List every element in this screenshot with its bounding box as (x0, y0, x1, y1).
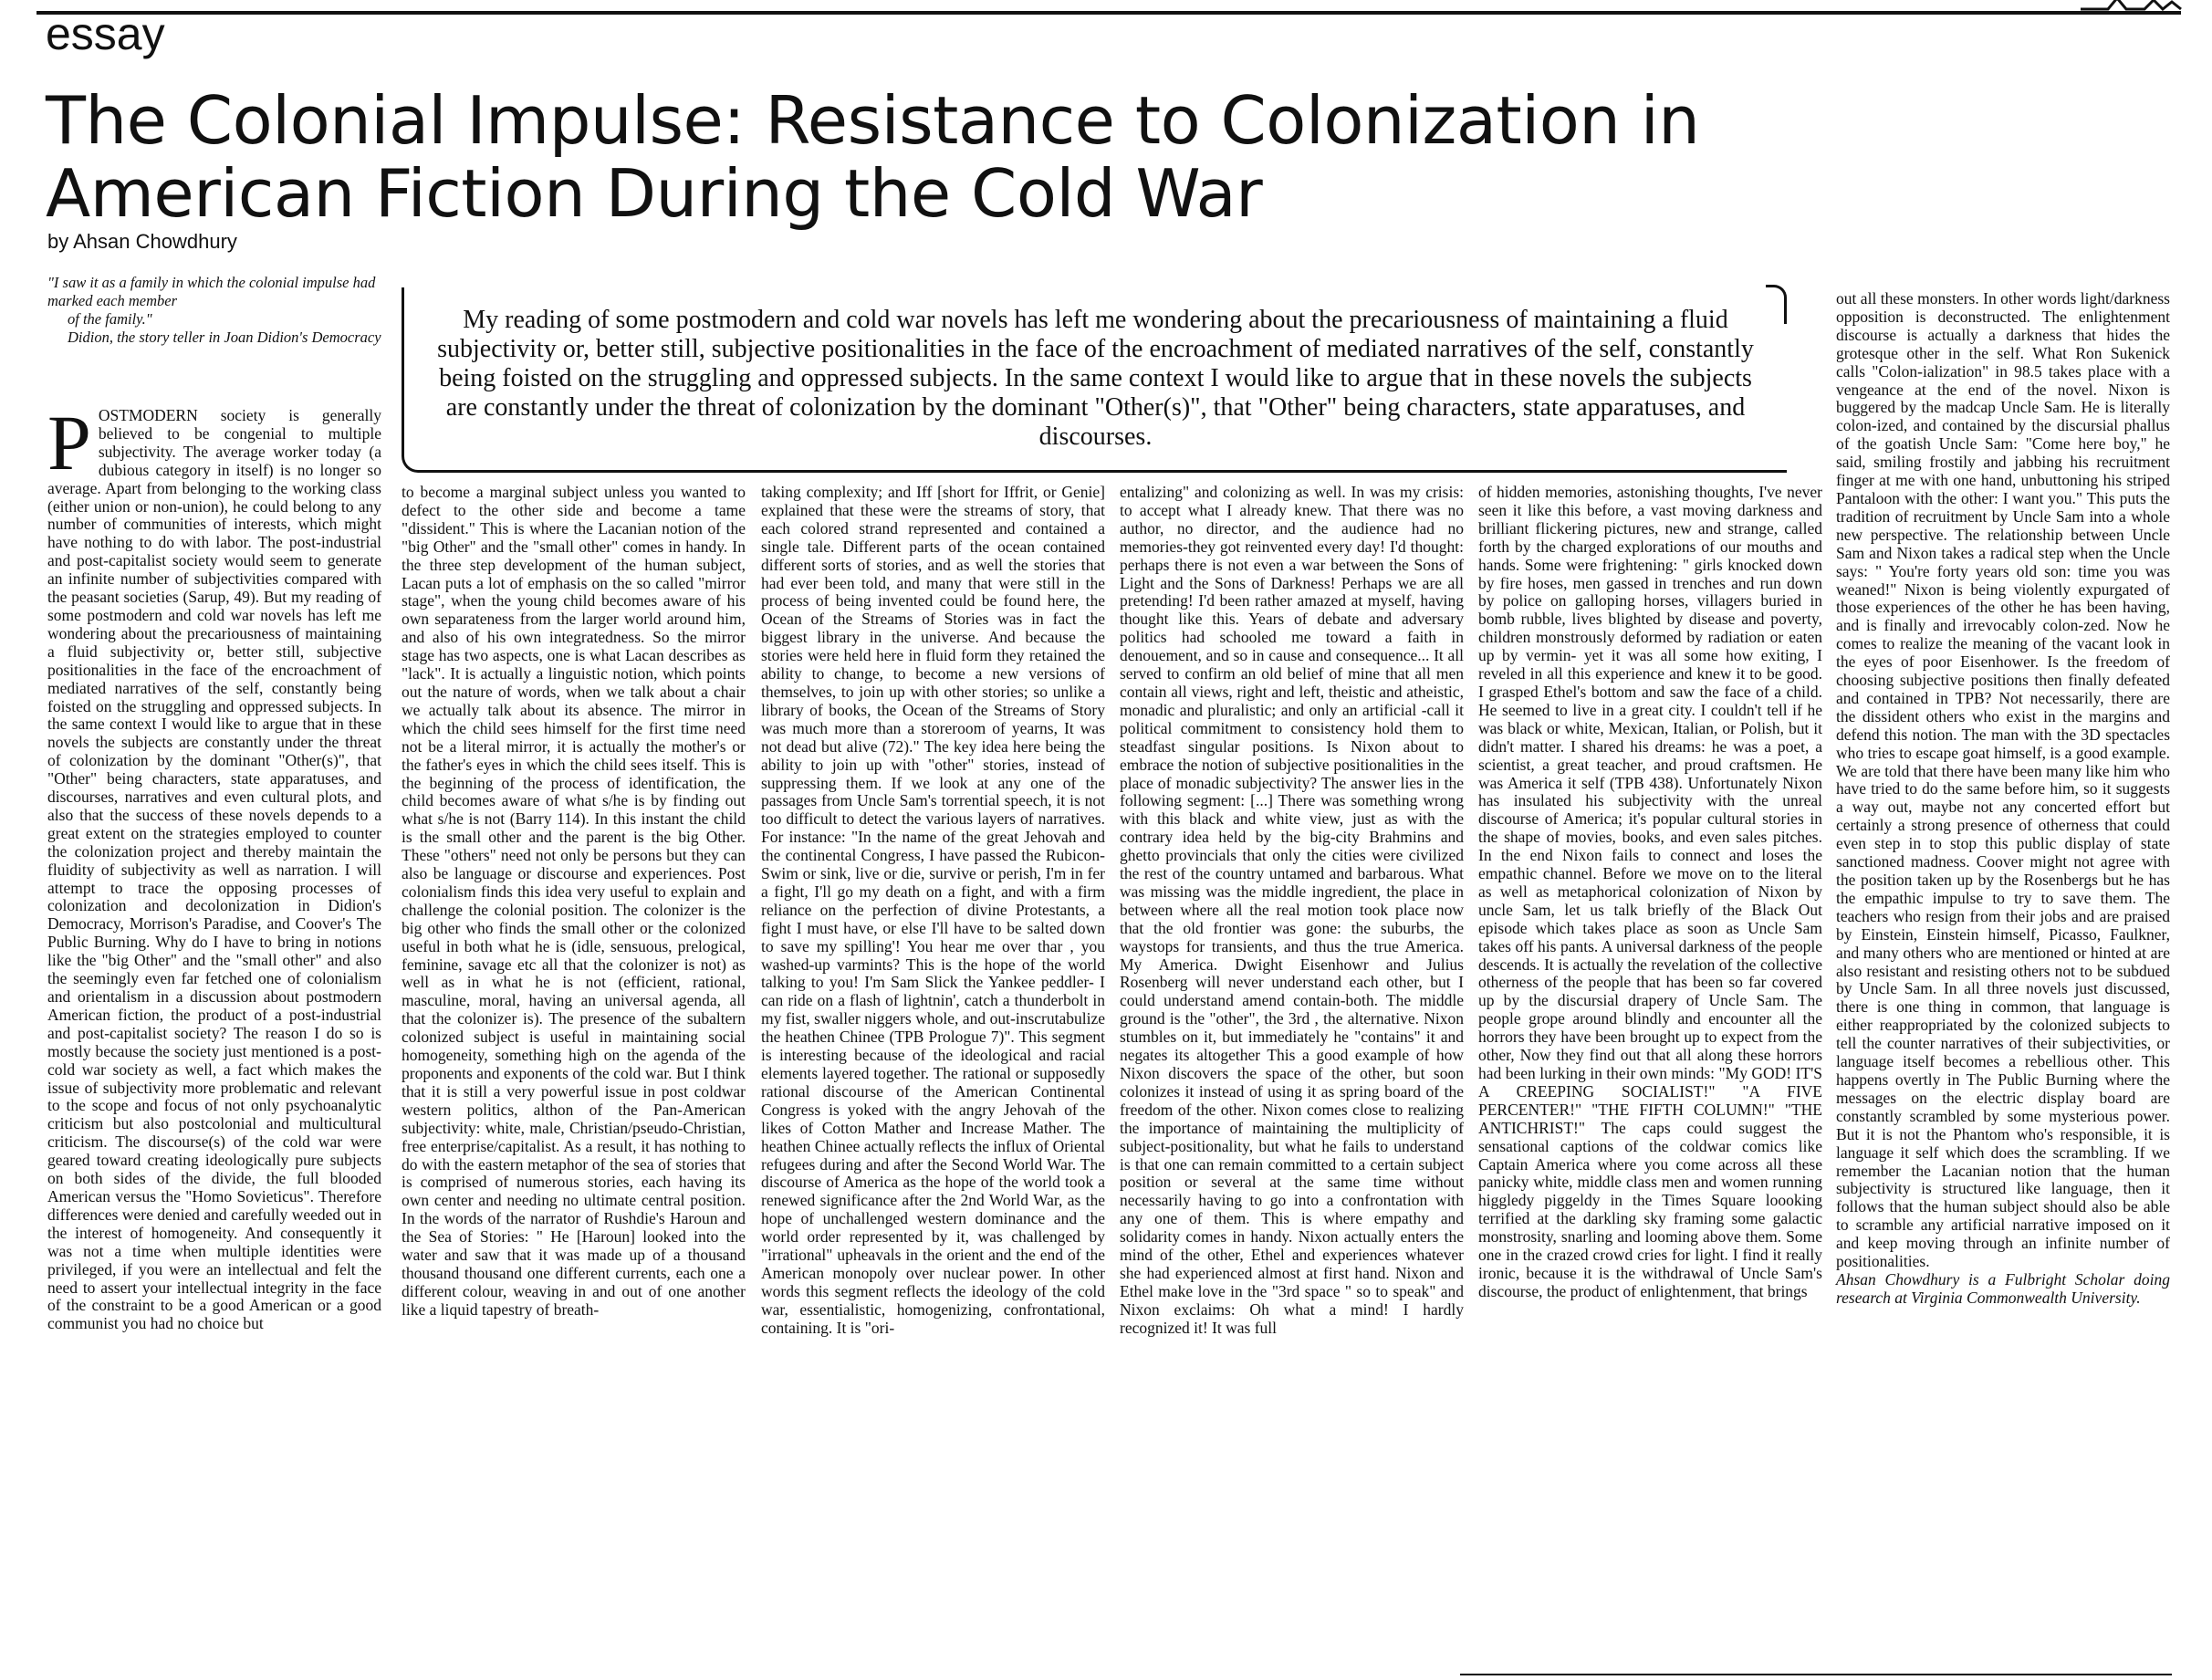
top-corner-ornament (2081, 0, 2190, 13)
epigraph-quote: "I saw it as a family in which the colonial impulse had marked each member (47, 274, 376, 309)
article-title: The Colonial Impulse: Resistance to Colonization in American Fiction During the Cold War (46, 82, 1700, 232)
column-3-text: taking complexity; and Iff [short for Iffrit, or Genie] explained that these were the streams of story, that each colored strand represented and contained a single tale. Different parts of the ocean contained different sorts of stories, and as well the stories that had ever been told, and many that were still in the process of being invented could be found here, the Ocean of the Streams of Stories was in fact the biggest library in the universe. And because the stories were held here in fluid form they retained the ability to change, to become a new versions of themselves, to join up with other stories; so unlike a library of books, the Ocean of the Streams of Story was much more than a storeroom of yearns, It was not dead but alive (72)." The key idea here being the ability to join up with "other" stories, instead of suppressing them. If we look at any one of the passages from Uncle Sam's torrential speech, it is not too difficult to detect the various layers of narratives. For instance: "In the name of the great Jehovah and the continental Congress, I have passed the Rubicon-Swim or sink, live or die, survive or perish, I'm in fer a fight, I'll go my death on a fight, and with a firm reliance on the perfection of divine Protestants, a fight I must have, or else I'll have to be salted down to save my spilling'! You hear me over thar , you washed-up varmints? This is the hope of the world talking to you! I'm Sam Slick the Yankee peddler- I can ride on a flash of lightnin', catch a thunderbolt in my fist, swaller niggers whole, and out-inscrutabulize the heathen Chinee (TPB Prologue 7)". This segment is interesting because of the ideological and racial elements layered together. The rational or supposedly rational discourse of the American Continental Congress is yoked with the angry Jehovah of the likes of Cotton Mather and Increase Mather. The heathen Chinee actually reflects the influx of Oriental refugees during and after the Second World War. The discourse of America as the hope of the world took a renewed significance after the 2nd World War, as the hope of unchallenged western dominance and the world order represented by it, was challenged by "irrational" upheavals in the orient and the end of the American monopoly over nuclear power. In other words this segment reflects the ideology of the cold war, essentialistic, homogenizing, confrontational, containing. It is "ori- (761, 483, 1105, 1337)
body-column-6 (1836, 290, 2170, 1308)
byline: by Ahsan Chowdhury (47, 230, 237, 253)
body-column-2 (402, 484, 746, 1320)
epigraph-attribution: Didion, the story teller in Joan Didion's Democracy (68, 329, 381, 346)
author-note: Ahsan Chowdhury is a Fulbright Scholar doing research at Virginia Commonwealth University. (1836, 1269, 2170, 1307)
body-column-1 (47, 399, 381, 1333)
epigraph (47, 274, 381, 347)
column-2-text: to become a marginal subject unless you wanted to defect to the other side and become a tame "dissident." This is where the Lacanian notion of the "big Other" and the "small other" comes in handy. In the three step development of the human subject, Lacan puts a lot of emphasis on the so called "mirror stage", when the young child becomes aware of his own separateness from the larger world around him, and also of his own integratedness. So the mirror stage has two aspects, one is what Lacan describes as "lack". It is actually a linguistic notion, which points out the nature of words, when we talk about a chair we actually talk about its absence. The mirror in which the child sees himself for the first time need not be a literal mirror, it is actually the mother's or the father's eyes in which the child sees itself. This is the beginning of the process of identification, the child becomes aware of what s/he is by finding out what s/he is not (Barry 114). In this instant the child is the small other and the parent is the big Other. These "others" need not only be persons but they can also be language or discourse and experiences. Post colonialism finds this idea very useful to explain and challenge the colonial position. The colonizer is the big other who finds the small other or the colonized useful in both what he is (idle, sensuous, prelogical, feminine, savage etc all that the colonizer is not) as well as in what he is not (efficient, rational, masculine, moral, having an universal agenda, all that the colonizer is). The presence of the subaltern colonized subject is useful in maintaining social homogeneity, something high on the agenda of the proponents and exponents of the cold war. But I think that it is still a very powerful issue in post coldwar western politics, althon of the Pan-American subjectivity: white, male, Christian/pseudo-Christian, free enterprise/capitalist. As a result, it has nothing to do with the eastern metaphor of the sea of stories that is comprised of numerous stories, each having its own center and needing no ultimate central position. In the words of the narrator of Rushdie's Haroun and the Sea of Stories: " He [Haroun] looked into the water and saw that it was made up of a thousand thousand thousand one different currents, each one a different colour, weaving in and out of one another like a liquid tapestry of breath- (402, 483, 746, 1319)
pullquote-box (402, 287, 1787, 473)
pullquote-text: My reading of some postmodern and cold war novels has left me wondering about the precariousness of maintaining a fluid subjectivity or, better still, subjective positionalities in the face of the encroachment of mediated narratives of the self, constantly being foisted on the struggling and oppressed subjects. In the same context I would like to argue that in these novels the subjects are constantly under the threat of colonization by the dominant "Other(s)", that "Other" being characters, state apparatuses, and discourses. (437, 306, 1754, 451)
body-column-5 (1478, 484, 1822, 1301)
column-1-text: OSTMODERN society is generally believed to be congenial to multiple subjectivity. The average worker today (a dubious category in itself) is no longer so average. Apart from belonging to the working class (either union or non-union), he could belong to any number of communities of interests, which might have nothing to do with labor. The post-industrial and post-capitalist society would seem to generate an infinite number of subjectivities compared with the peasant societies (Sarup, 49). But my reading of some postmodern and cold war novels has left me wondering about the precariousness of maintaining a fluid subjectivity or, better still, subjective positionalities in the face of the encroachment of mediated narratives of the self, constantly being foisted on the struggling and oppressed subjects. In the same context I would like to argue that in these novels the subjects are constantly under the threat of colonization by the dominant "Other(s)", that "Other" being characters, state apparatuses, and discourses, narratives and even cultural plots, and also that the success of these novels depends to a great extent on the strategies employed to counter the colonization project and thereby maintain the fluidity of subjectivity as well as narration. I will attempt to trace the opposing processes of colonization and decolonization in Didion's Democracy, Morrison's Paradise, and Coover's The Public Burning. Why do I have to bring in notions like the "big Other" and the "small other" and also the seemingly even far fetched one of colonialism and orientalism in a discussion about postmodern American fiction, the product of a post-industrial and post-capitalist society? The reason I do so is mostly because the society just mentioned is a post-cold war society as well, a fact which makes the issue of subjectivity more problematic and relevant to the scope and focus of not only psychoanalytic criticism but also postcolonial and multicultural criticism. The discourse(s) of the cold war were geared toward creating ideologically pure subjects on both sides of the divide, the full blooded American versus the "Homo Sovieticus". Therefore differences were denied and carefully weeded out in the interest of homogeneity. And consequently it was not a time when multiple identities were privileged, if you were an intellectual and felt the need to assert your intellectual integrity in the face of the constraint to be a good American or a good communist you had no choice but (47, 406, 381, 1333)
section-label: essay (46, 8, 165, 59)
body-column-4 (1120, 484, 1464, 1338)
pullquote-corner (1766, 285, 1787, 324)
epigraph-quote-end: of the family." (68, 310, 152, 328)
column-4-text: entalizing" and colonizing as well. In was my crisis: to accept what I already knew. That there was no author, no director, and the audience had no memories-they got reinvented every day! I'd thought: perhaps there is not even a war between the Sons of Light and the Sons of Darkness! Perhaps we are all pretending! I'd been rather amazed at myself, having thought like this. Years of debate and adversary politics had schooled me toward a faith in denouement, and so in cause and consequence... It all served to confirm an old belief of mine that all men contain all views, right and left, theistic and atheistic, monadic and pluralistic; and only an artificial -call it political commitment to consistency hold them to steadfast singular positions. Is Nixon about to embrace the notion of subjective positionalities in the place of monadic subjectivity? The answer lies in the following segment: [...] There was something wrong with this black and white view, just as with the contrary idea held by the big-city Brahmins and ghetto provincials that only the cities were civilized the rest of the country untamed and barbarous. What was missing was the middle ingredient, the place in between where all the real motion took place now that the old frontier was gone: the suburbs, the waystops for transients, and thus the true America. My America. Dwight Eisenhowr and Julius Rosenberg will never understand each other, but I could understand amend contain-both. The middle ground is the "other", the 3rd , the alternative. Nixon stumbles on it, but immediately he "contains" it and negates its altogether This a good example of how Nixon discovers the space of the other, but soon colonizes it instead of using it as spring board of the freedom of the other. Nixon comes close to realizing the importance of maintaining the multiplicity of subject-positionality, but what he fails to understand is that one can remain committed to a certain subject position or several at the same time without necessarily having to go into a confrontation with any one of them. This is where empathy and solidarity comes in handy. Nixon actually enters the mind of the other, Ethel and experiences whatever she had experienced almost at first hand. Nixon and Ethel make love in the "3rd space " so to speak" and Nixon exclaims: Oh what a mind! I hardly recognized it! It was full (1120, 483, 1464, 1337)
column-6-text: out all these monsters. In other words light/darkness opposition is deconstructed. The enlightenment discourse is actually a darkness that hides the grotesque other in the self. What Ron Sukenick calls "Colon-ialization" in 98.5 takes place with a vengeance at the end of the novel. Nixon is buggered by the madcap Uncle Sam. He is literally colon-ized, and contained by the discursial phallus of the goatish Uncle Sam: "Come here boy," he said, smiling frostily and jabbing his recruitment finger at me with one hand, unbuttoning his striped Pantaloon with the other: I want you." This puts the tradition of recruitment by Uncle Sam into a whole new perspective. The relationship between Uncle Sam and Nixon takes a radical step when the Uncle says: " You're forty years old son: time you was weaned!" Nixon is being violently expurgated of those experiences of the other he has been having, and is finally and irrevocably colon-zed. Now he comes to realize the meaning of the vacant look in the eyes of poor Eisenhower. Is the freedom of choosing subjective positions then finally defeated and contained in TPB? Not necessarily, there are the dissident others who exist in the margins and defend this notion. The man with the 3D spectacles who tries to escape goat himself, is a good example. We are told that there have been many like him who have tried to do the same before him, so it suggests a way out, maybe not any concerted effort but certainly a strong presence of otherness that could even step in to stop this public display of state sanctioned madness. Coover might not agree with the position taken up by the Rosenbergs but he has the empathic impulse to try to save them. The teachers who resign from their jobs and are praised by Einstein, Einstein himself, Picasso, Faulkner, and many others who are mentioned or hinted at are also resistant and resisting others not to be subdued by Uncle Sam. In all three novels just discussed, there is one thing in common, that language is either reappropriated by the colonized subjects to tell the counter narratives of their subjectivities, or language itself becomes a rebellious other. This happens overtly in The Public Burning where the messages on the electric display board are constantly scrambled by some mysterious power. But it is not the Phantom who's responsible, it is language it self which does the scrambling. If we remember the Lacanian notion that the human subjectivity is structured like language, then it follows that the human subject should also be able to scramble any artificial narrative imposed on it and keep moving through an infinite number of positionalities. (1836, 289, 2170, 1271)
top-rule (37, 11, 2181, 15)
bottom-rule (1460, 1674, 2172, 1675)
body-column-3 (761, 484, 1105, 1338)
column-5-text: of hidden memories, astonishing thoughts, I've never seen it like this before, a vast moving darkness and brilliant flickering pictures, new and strange, called forth by the charged explorations of our mouths and hands. Some were frightening: " girls knocked down by fire hoses, men gassed in trenches and run down by police on galloping horses, villagers buried in bomb rubble, lives blighted by disease and poverty, children monstrously deformed by radiation or eaten up by vermin- yet it was all some how exiting, I reveled in all this experience and knew it to be good. I grasped Ethel's bottom and saw the face of a child. He seemed to live in a great city. I couldn't tell if he was black or white, Mexican, Italian, or Polish, but it didn't matter. I shared his dreams: he was a poet, a scientist, a great teacher, and proud craftsmen. He was America it self (TPB 438). Unfortunately Nixon has insulated his subjectivity with the unreal discourse of America; it's popular cultural stories in the shape of movies, books, and even sales pitches. In the end Nixon fails to connect and loses the empathic channel. Before we move on to the literal as well as metaphorical colonization of Nixon by uncle Sam, let us talk briefly of the Black Out episode which takes place as soon as Uncle Sam takes off his pants. A universal darkness of the people descends. It is actually the revelation of the collective otherness of the people that has been so far covered up by the discursial drapery of Uncle Sam. The people grope around blindly and encounter all the horrors they have been brought up to expect from the other, Now they find out that all along these horrors had been lurking in their own minds: "My GOD! IT'S A CREEPING SOCIALIST!" "A FIVE PERCENTER!" "THE FIFTH COLUMN!" "THE ANTICHRIST!" The caps could suggest the sensational captions of the coldwar comics like Captain America where you come across all these panicky white, middle class men and women running higgledy piggeldy in the Times Square loooking terrified at the darkling sky framing some galactic monstrosity, snarling and looming above them. Some one in the crazed crowd cries for light. I find it really ironic, because it is the withdrawal of Uncle Sam's discourse, the product of enlightenment, that brings (1478, 483, 1822, 1300)
drop-cap: P (47, 399, 91, 486)
